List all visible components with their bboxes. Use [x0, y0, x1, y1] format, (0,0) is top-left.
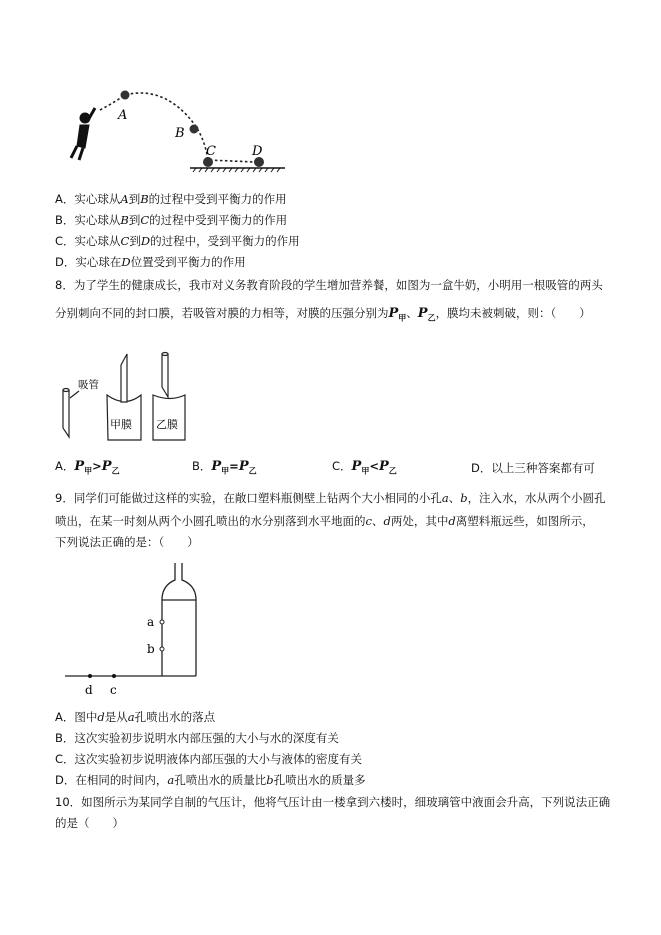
- straw-label: 吸管: [78, 379, 99, 391]
- jia-label: 甲膜: [110, 418, 132, 431]
- ball-a: [121, 91, 130, 100]
- q10-stem-line2: 的是（ ）: [55, 816, 124, 830]
- q9-stem-line3: 下列说法正确的是：（ ）: [55, 535, 199, 549]
- label-d: D: [252, 144, 263, 159]
- hole-b-label: b: [147, 642, 155, 656]
- q7-option-b: B．实心球从B到C的过程中受到平衡力的作用: [55, 213, 288, 227]
- q8-option-c: C．$P_甲<P_乙$: [332, 459, 397, 476]
- q9-stem-line2: 喷出，在某一时刻从两个小圆孔喷出的水分别落到水平地面的c、d两处，其中d离塑料瓶远些，如图所示，: [55, 514, 594, 528]
- q8-stem-line2: 分别刺向不同的封口膜，若吸管对膜的力相等，对膜的压强分别为$P_甲$、$P_乙$，膜均未被刺破，则：（ ）: [55, 306, 591, 323]
- straw: [63, 390, 69, 437]
- q9-stem-line1: 9．同学们可能做过这样的实验，在敞口塑料瓶侧壁上钻两个大小相同的小孔a、b，注入水，水从两个小圆孔: [55, 491, 606, 505]
- q8-option-d: D．以上三种答案都有可: [471, 461, 595, 475]
- label-c: C: [206, 144, 216, 159]
- q9-option-a: A．图中d是从a孔喷出水的落点: [55, 710, 216, 724]
- ball-b: [190, 125, 199, 134]
- point-c-label: c: [110, 683, 117, 697]
- q9-option-b: B．这次实验初步说明水内部压强的大小与水的深度有关: [55, 731, 339, 745]
- q7-option-d: D．实心球在D位置受到平衡力的作用: [55, 255, 246, 269]
- label-a: A: [118, 108, 128, 123]
- q9-option-c: C．这次实验初步说明液体内部压强的大小与液体的密度有关: [55, 752, 363, 766]
- student-figure: [71, 108, 95, 160]
- q10-stem-line1: 10．如图所示为某同学自制的气压计，他将气压计由一楼拿到六楼时，细玻璃管中液面会升高，下列说法正确: [55, 795, 611, 809]
- q8-stem-line1: 8．为了学生的健康成长，我市对义务教育阶段的学生增加营养餐，如图为一盒牛奶，小明用一根吸管的两头: [55, 278, 603, 292]
- yi-label: 乙膜: [156, 418, 178, 431]
- label-b: B: [175, 126, 185, 141]
- milk-box-figure: [55, 340, 215, 450]
- q9-option-d: D．在相同的时间内，a孔喷出水的质量比b孔喷出水的质量多: [55, 773, 366, 787]
- q8-option-b: B．$P_甲=P_乙$: [192, 459, 257, 476]
- q8-option-a: A．$P_甲>P_乙$: [55, 459, 120, 476]
- q7-option-a: A．实心球从A到B的过程中受到平衡力的作用: [55, 192, 287, 206]
- projectile-figure: [55, 80, 295, 180]
- point-d-label: d: [85, 683, 93, 697]
- bottle-figure: [55, 555, 235, 700]
- q7-option-c: C．实心球从C到D的过程中，受到平衡力的作用: [55, 234, 300, 248]
- hole-a-label: a: [147, 615, 155, 629]
